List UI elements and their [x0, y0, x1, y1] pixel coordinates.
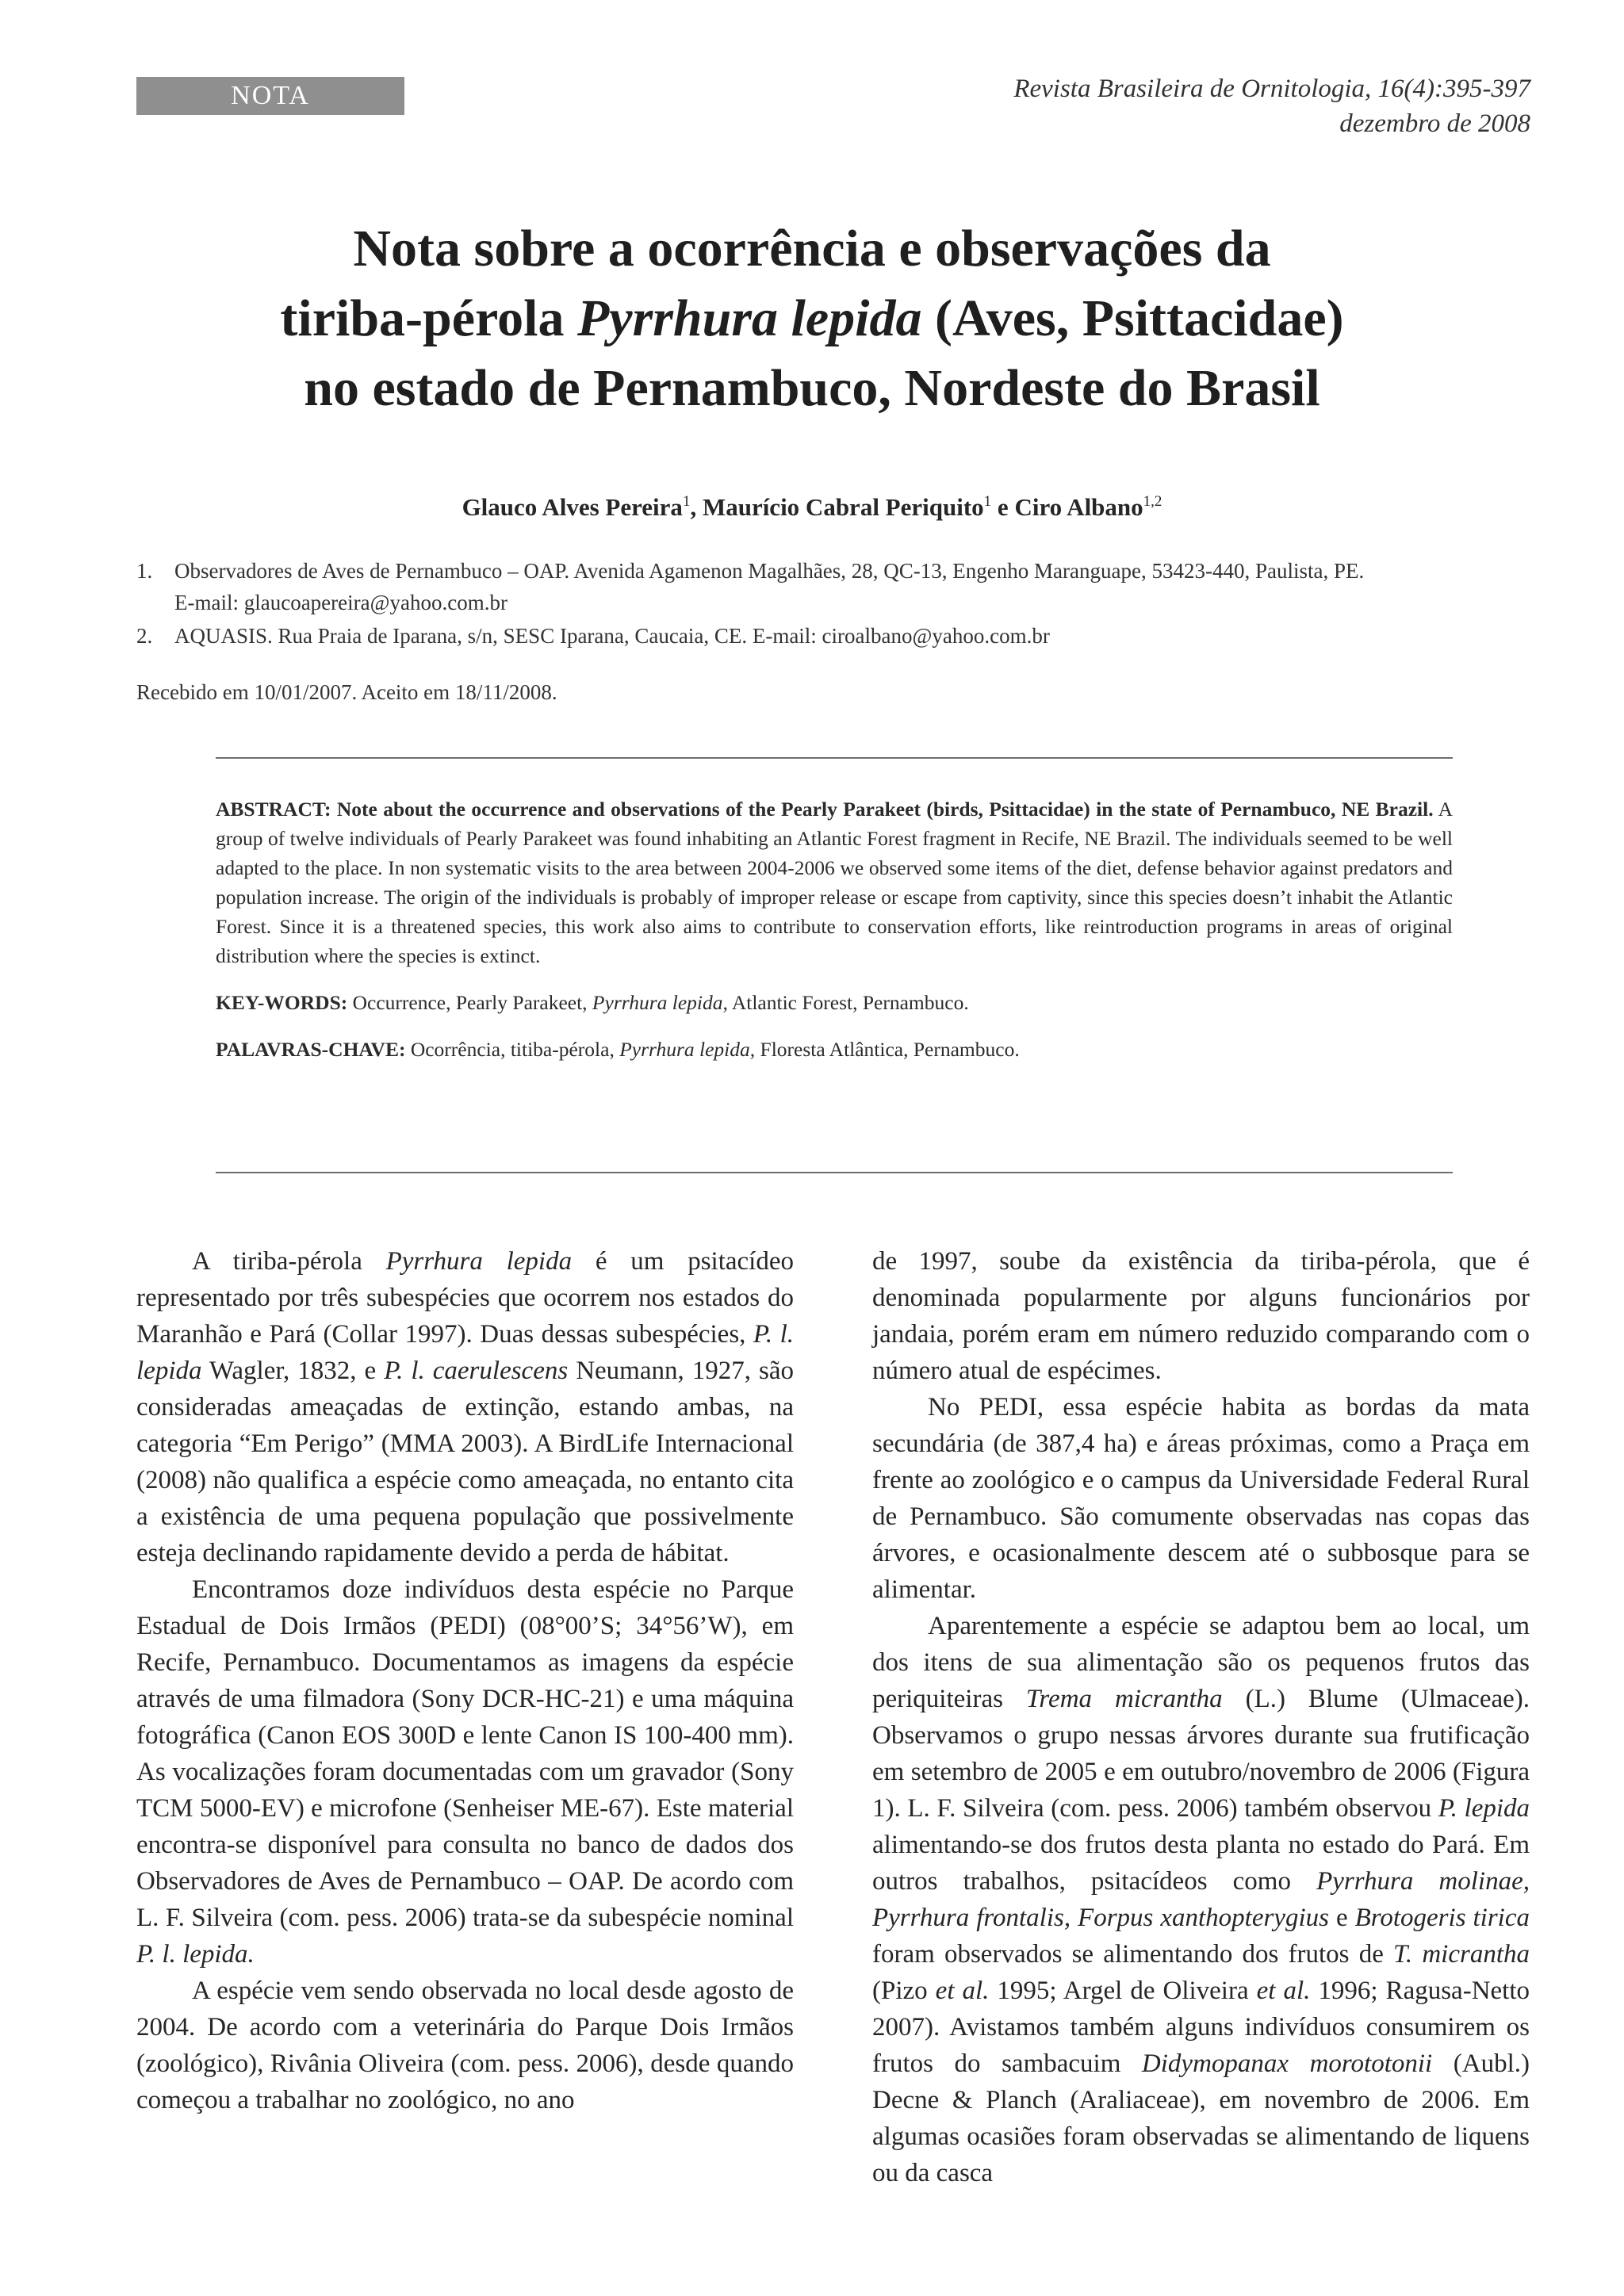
affiliation-number: 2. [136, 624, 153, 648]
author-separator: , [690, 493, 703, 521]
divider-bottom [216, 1172, 1453, 1173]
body-text: Aparentemente a espécie se adaptou bem ao local, um dos itens de sua alimentação são os pequenos frutos das periquiteiras [872, 1612, 1530, 1713]
species-name: Pyrrhura lepida [385, 1247, 573, 1276]
et-al: et al. [935, 1976, 990, 2005]
body-text: Wagler, 1832, e [201, 1357, 385, 1385]
species-name: Pyrrhura molinae, Pyrrhura frontalis, Forpus xanthopterygius [872, 1867, 1530, 1932]
body-text: 1995; Argel de Oliveira [989, 1976, 1257, 2005]
author-separator: e [991, 493, 1015, 521]
affiliation-text-block [174, 555, 1516, 618]
body-paragraph [136, 1243, 794, 1571]
abstract-label: ABSTRACT: [216, 798, 331, 821]
divider-top [216, 757, 1453, 759]
author-affiliation-mark: 1 [682, 493, 691, 510]
body-text: é um psitacídeo representado por três subespécies que ocorrem nos estados do Maranhão e Pará (Collar 1997). Duas dessas subespécies, [136, 1247, 794, 1349]
keywords-species: Pyrrhura lepida, [592, 991, 728, 1014]
affiliation-text: AQUASIS. Rua Praia de Iparana, s/n, SESC Iparana, Caucaia, CE. E-mail: ciroalbano@yahoo.com.br [174, 624, 1050, 648]
body-paragraph [136, 1571, 794, 1973]
palavras-chave-text: Floresta Atlântica, Pernambuco. [755, 1038, 1020, 1061]
body-column-right [872, 1243, 1530, 2191]
journal-citation: Revista Brasileira de Ornitologia, 16(4):395-397 [1013, 75, 1530, 103]
title-line-3: no estado de Pernambuco, Nordeste do Brasil [304, 359, 1320, 417]
species-name: P. l. lepida. [136, 1940, 255, 1969]
body-column-left [136, 1243, 794, 2118]
species-name: P. l. caerulescens [384, 1357, 569, 1385]
species-name: T. micrantha [1393, 1940, 1530, 1969]
body-paragraph: No PEDI, essa espécie habita as bordas da mata secundária (de 387,4 ha) e áreas próximas, como a Praça em frente ao zoológico e o campus da Universidade Federal Rural de Pernambuco. São comumente observadas nas copas das árvores, e ocasionalmente descem até o subbosque para se alimentar. [872, 1393, 1530, 1604]
keywords-text: Atlantic Forest, Pernambuco. [727, 991, 969, 1014]
abstract-title: Note about the occurrence and observations of the Pearly Parakeet (birds, Psittacidae) in the state of Pernambuco, NE Brazil. [331, 798, 1434, 821]
species-name: Brotogeris tirica [1354, 1904, 1530, 1932]
title-species: Pyrrhura lepida [576, 289, 922, 347]
affiliation-item [136, 555, 1516, 618]
abstract-paragraph [216, 794, 1453, 970]
received-dates: Recebido em 10/01/2007. Aceito em 18/11/2008. [136, 680, 557, 704]
palavras-chave-label: PALAVRAS-CHAVE: [216, 1038, 406, 1061]
section-badge [136, 77, 404, 115]
title-text: (Aves, Psittacidae) [921, 289, 1344, 347]
palavras-chave-species: Pyrrhura lepida, [619, 1038, 756, 1061]
body-text: (Pizo [872, 1976, 936, 2005]
species-name: P. lepida [1438, 1794, 1530, 1823]
body-text: foram observados se alimentando dos frutos de [872, 1940, 1394, 1969]
abstract-body: A group of twelve individuals of Pearly Parakeet was found inhabiting an Atlantic Forest fragment in Recife, NE Brazil. The individuals seemed to be well adapted to the place. In non systematic visits to the area between 2004-2006 we observed some items of the diet, defense behavior against predators and population increase. The origin of the individuals is probably of improper release or escape from captivity, since this species doesn’t inhabit the Atlantic Forest. Since it is a threatened species, this work also aims to contribute to conservation efforts, like reintroduction programs in areas of original distribution where the species is extinct. [216, 798, 1454, 967]
species-name: Didymopanax morototonii [1141, 2049, 1433, 2078]
et-al: et al. [1256, 1976, 1311, 2005]
journal-reference [1013, 71, 1530, 141]
affiliation-item [136, 620, 1516, 652]
affiliation-number: 1. [136, 559, 153, 583]
body-text: alimentando-se dos frutos desta planta no estado do Pará. Em outros trabalhos, psitacídeos como [872, 1831, 1530, 1896]
species-name: Trema micrantha [1025, 1685, 1223, 1713]
body-text: A tiriba-pérola [192, 1247, 386, 1276]
body-text: e [1329, 1904, 1355, 1932]
body-text: (L.) Blume (Ulmaceae). Observamos o grupo nessas árvores durante sua frutificação em setembro de 2005 e em outubro/novembro de 2006 (Figura 1). L. F. Silveira (com. pess. 2006) também observou [872, 1685, 1530, 1823]
section-badge-label: NOTA [231, 81, 310, 110]
title-line-2 [159, 284, 1465, 354]
author-name: Ciro Albano [1014, 493, 1143, 521]
title-line-1: Nota sobre a ocorrência e observações da [353, 220, 1271, 277]
author-affiliation-mark: 1,2 [1143, 493, 1162, 510]
abstract-block [216, 794, 1453, 1064]
body-paragraph: A espécie vem sendo observada no local desde agosto de 2004. De acordo com a veterinária do Parque Dois Irmãos (zoológico), Rivânia Oliveira (com. pess. 2006), desde quando começou a trabalhar no zoológico, no ano [136, 1976, 794, 2114]
body-text: (Aubl.) Decne & Planch (Araliaceae), em novembro de 2006. Em algumas ocasiões foram observadas se alimentando de liquens ou da casca [872, 2049, 1530, 2187]
body-paragraph-continued: de 1997, soube da existência da tiriba-pérola, que é denominada popularmente por alguns funcionários por jandaia, porém eram em número reduzido comparando com o número atual de espécimes. [872, 1247, 1530, 1385]
author-list [159, 490, 1465, 525]
affiliation-text: Observadores de Aves de Pernambuco – OAP. Avenida Agamenon Magalhães, 28, QC-13, Engenho Maranguape, 53423-440, Paulista, PE. [174, 559, 1365, 583]
affiliations [136, 555, 1516, 652]
species-name: P. l. lepida [136, 1320, 794, 1385]
title-text: tiriba-pérola [280, 289, 577, 347]
journal-date: dezembro de 2008 [1339, 109, 1530, 138]
body-paragraph [872, 1608, 1530, 2191]
keywords-text: Occurrence, Pearly Parakeet, [347, 991, 592, 1014]
author-affiliation-mark: 1 [983, 493, 992, 510]
author-name: Glauco Alves Pereira [462, 493, 683, 521]
body-text: Neumann, 1927, são consideradas ameaçadas de extinção, estando ambas, na categoria “Em Perigo” (MMA 2003). A BirdLife Internacional (2008) não qualifica a espécie como ameaçada, no entanto cita a existência de uma pequena população que possivelmente esteja declinando rapidamente devido a perda de hábitat. [136, 1357, 794, 1567]
keywords [216, 988, 1453, 1017]
palavras-chave [216, 1035, 1453, 1064]
author-name: Maurício Cabral Periquito [702, 493, 984, 521]
body-text: Encontramos doze indivíduos desta espécie no Parque Estadual de Dois Irmãos (PEDI) (08°00’S; 34°56’W), em Recife, Pernambuco. Documentamos as imagens da espécie através de uma filmadora (Sony DCR-HC-21) e uma máquina fotográfica (Canon EOS 300D e lente Canon IS 100-400 mm). As vocalizações foram documentadas com um gravador (Sony TCM 5000-EV) e microfone (Senheiser ME-67). Este material encontra-se disponível para consulta no banco de dados dos Observadores de Aves de Pernambuco – OAP. De acordo com L. F. Silveira (com. pess. 2006) trata-se da subespécie nominal [136, 1575, 794, 1932]
article-title [159, 214, 1465, 423]
palavras-chave-text: Ocorrência, titiba-pérola, [405, 1038, 620, 1061]
affiliation-email: E-mail: glaucoapereira@yahoo.com.br [174, 591, 508, 614]
body-text: 1996; Ragusa-Netto 2007). Avistamos também alguns indivíduos consumirem os frutos do sambacuim [872, 1976, 1530, 2078]
keywords-label: KEY-WORDS: [216, 991, 348, 1014]
